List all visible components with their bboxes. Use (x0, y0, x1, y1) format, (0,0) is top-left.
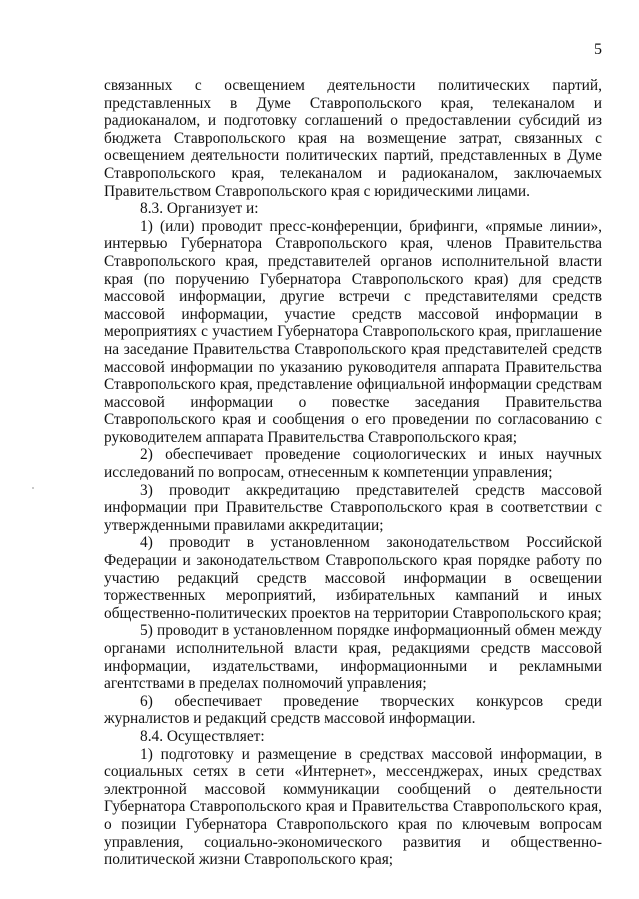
section-8-3-heading: 8.3. Организует и: (140, 200, 259, 218)
item-8-3-6: 6) обеспечивает проведение творческих конкурсов среди журналистов и редакций средств массовой информации. (104, 692, 602, 728)
item-8-3-5: 5) проводит в установленном порядке информационный обмен между органами исполнительной власти края, редакциями средств массовой информации, издательствами, информационными и рекламными агентствами в пределах полномочий управления; (104, 622, 602, 693)
scan-artifact-dot (32, 487, 34, 489)
document-body (104, 77, 602, 869)
item-8-3-2: 2) обеспечивает проведение социологических и иных научных исследований по вопросам, отнесенным к компетенции управления; (104, 446, 602, 482)
item-8-3-1: 1) (или) проводит пресс-конференции, брифинги, «прямые линии», интервью Губернатора Ставропольского края, членов Правительства Ставропольского края, представителей органов исполнительной власти края (по поручению Губернатора Ставропольского края) для средств массовой информации, другие встречи с представителями средств массовой информации, участие средств массовой информации в мероприятиях с участием Губернатора Ставропольского края, приглашение на заседание Правительства Ставропольского края представителей средств массовой информации по указанию руководителя аппарата Правительства Ставропольского края, представление официальной информации средствам массовой информации о повестке заседания Правительства Ставропольского края и сообщения о его проведении по согласованию с руководителем аппарата Правительства Ставропольского края; (104, 217, 602, 446)
item-8-4-1: 1) подготовку и размещение в средствах массовой информации, в социальных сетях в сети «Интернет», мессенджерах, иных средствах электронной массовой коммуникации сообщений о деятельности Губернатора Ставропольского края и Правительства Ставропольского края, о позиции Губернатора Ставропольского края по ключевым вопросам управления, социально-экономического развития и общественно-политической жизни Ставропольского края; (104, 745, 602, 869)
section-8-4-heading: 8.4. Осуществляет: (140, 727, 265, 745)
page-number: 5 (594, 41, 602, 58)
item-8-3-3: 3) проводит аккредитацию представителей средств массовой информации при Правительстве Ставропольского края в соответствии с утвержденными правилами аккредитации; (104, 481, 602, 534)
paragraph-continuation: связанных с освещением деятельности политических партий, представленных в Думе Ставропольского края, телеканалом и радиоканалом, и подготовку соглашений о предоставлении субсидий из бюджета Ставропольского края на возмещение затрат, связанных с освещением деятельности политических партий, представленных в Думе Ставропольского края, телеканалом и радиоканалом, заключаемых Правительством Ставропольского края с юридическими лицами. (104, 77, 602, 200)
item-8-3-4: 4) проводит в установленном законодательством Российской Федерации и законодательством Ставропольского края порядке работу по участию редакций средств массовой информации в освещении торжественных мероприятий, избирательных кампаний и иных общественно-политических проектов на территории Ставропольского края; (104, 534, 602, 622)
